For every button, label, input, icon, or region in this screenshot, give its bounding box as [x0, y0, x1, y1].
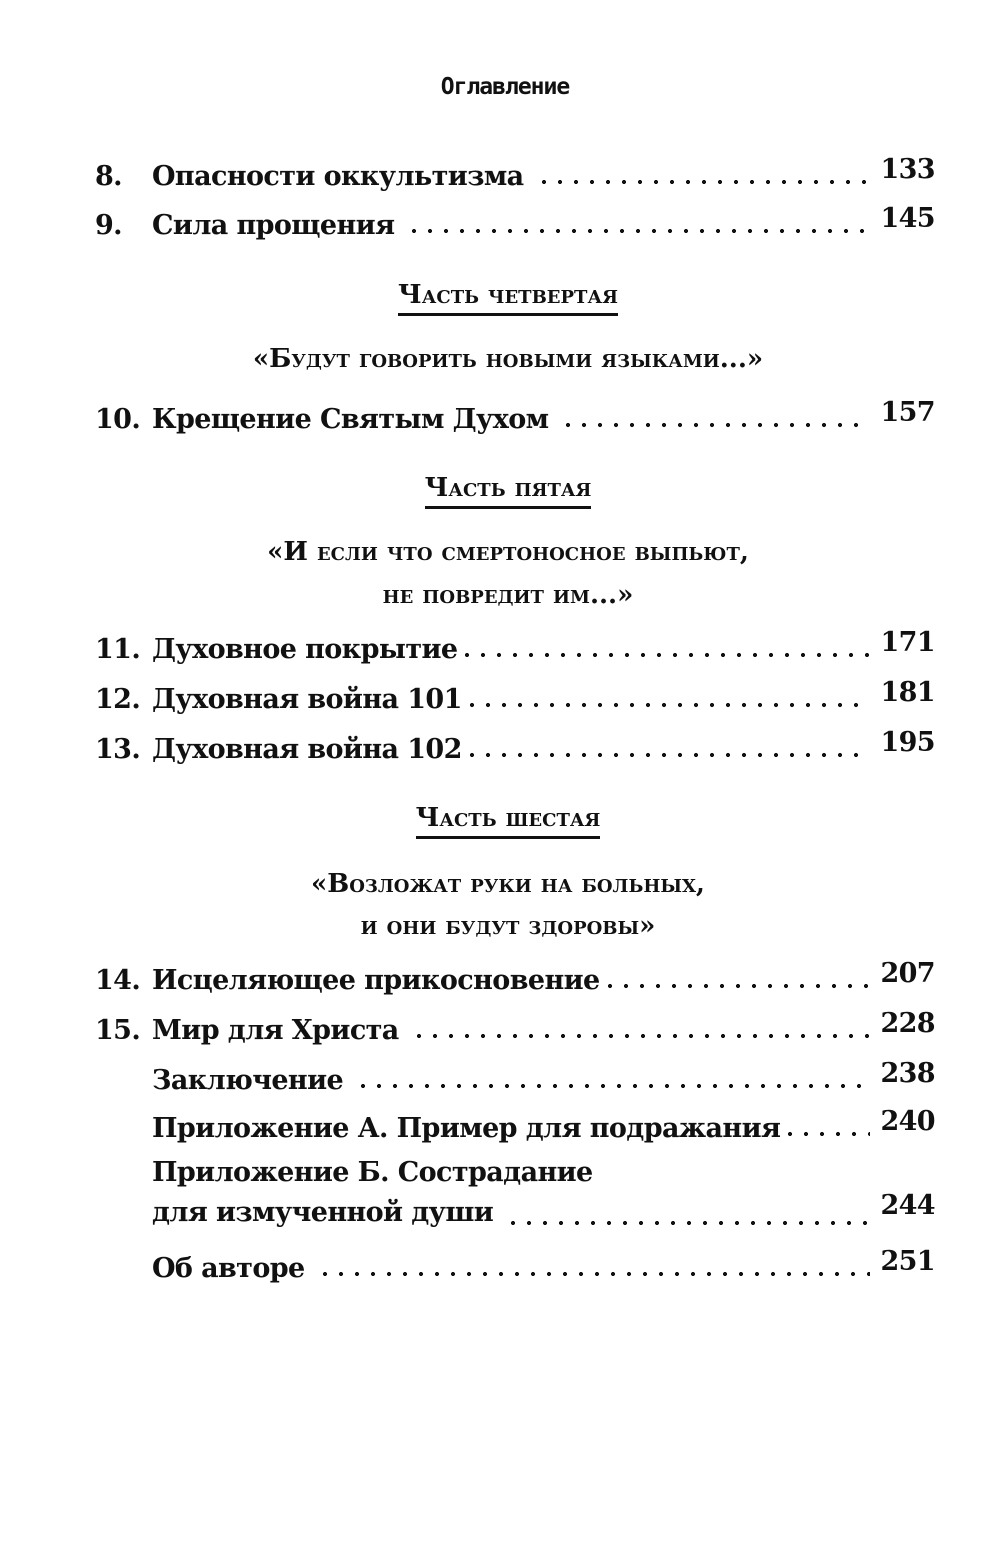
- dot-leader: [464, 703, 871, 707]
- toc-entry-title: Исцеляющее прикосновение: [152, 965, 600, 996]
- dot-leader: [560, 423, 870, 427]
- part-6-heading: [0, 803, 1000, 839]
- dot-leader: [782, 1132, 870, 1136]
- toc-entry-title: Приложение А. Пример для подражания: [152, 1113, 781, 1144]
- toc-entry-number: 10.: [95, 404, 141, 435]
- part-5-heading: [0, 473, 1000, 509]
- dot-leader: [411, 1034, 871, 1038]
- toc-entry-page: 145: [880, 203, 935, 234]
- toc-entry-page: 238: [880, 1058, 935, 1089]
- toc-entry-number: 12.: [95, 684, 141, 715]
- toc-entry-title: для измученной души: [152, 1197, 494, 1228]
- toc-entry-page: 228: [880, 1008, 935, 1039]
- toc-entry-13[interactable]: [95, 721, 935, 765]
- toc-entry-conclusion[interactable]: [152, 1052, 935, 1096]
- dot-leader: [355, 1084, 870, 1088]
- running-head: Оглавление: [440, 74, 570, 100]
- toc-entry-15[interactable]: [95, 1002, 935, 1046]
- dot-leader: [317, 1272, 871, 1276]
- toc-entry-page: 244: [880, 1190, 935, 1221]
- toc-entry-title: Духовное покрытие: [152, 634, 458, 665]
- dot-leader: [602, 984, 871, 988]
- toc-entry-number: 8.: [95, 161, 122, 192]
- toc-entry-about-author[interactable]: [152, 1240, 935, 1284]
- toc-entry-number: 11.: [95, 634, 141, 665]
- dot-leader: [464, 753, 871, 757]
- toc-entry-10[interactable]: [95, 391, 935, 435]
- part-6-section-title-line-2: и они будут здоровы»: [360, 911, 656, 941]
- toc-entry-page: 251: [880, 1246, 935, 1277]
- toc-entry-title: Духовная война 101: [152, 684, 462, 715]
- part-4-label: Часть четвертая: [398, 280, 618, 316]
- toc-entry-page: 171: [880, 627, 935, 658]
- toc-entry-page: 133: [880, 154, 935, 185]
- toc-entry-title: Заключение: [152, 1065, 344, 1096]
- dot-leader: [536, 180, 871, 184]
- part-4-heading: [0, 280, 1000, 316]
- toc-entry-8[interactable]: [95, 148, 935, 192]
- toc-entry-title-line-1: [152, 1153, 935, 1193]
- toc-entry-page: 181: [880, 677, 935, 708]
- part-6-label: Часть шестая: [416, 803, 601, 839]
- part-6-section-title-line-1: «Возложат руки на больных,: [311, 869, 705, 899]
- toc-entry-title: Крещение Святым Духом: [152, 404, 549, 435]
- dot-leader: [459, 653, 870, 657]
- toc-entry-title: Об авторе: [152, 1253, 305, 1284]
- toc-entry-number: 13.: [95, 734, 141, 765]
- toc-entry-page: 207: [880, 958, 935, 989]
- toc-entry-number: 15.: [95, 1015, 141, 1046]
- toc-entry-title-line-2: [152, 1190, 935, 1233]
- toc-entry-title: Мир для Христа: [152, 1015, 399, 1046]
- toc-entry-number: 9.: [95, 210, 122, 241]
- toc-entry-appendix-b[interactable]: [152, 1153, 935, 1233]
- toc-entry-14[interactable]: [95, 952, 935, 996]
- part-5-section-title-line-2: не повредит им...»: [382, 580, 634, 610]
- toc-entry-number: 14.: [95, 965, 141, 996]
- dot-leader: [406, 229, 870, 233]
- part-4-section-title: «Будут говорить новыми языками...»: [252, 344, 764, 374]
- part-5-section-title-line-1: «И если что смертоносное выпьют,: [267, 537, 749, 567]
- toc-entry-page: 195: [880, 727, 935, 758]
- toc-entry-appendix-a[interactable]: [152, 1100, 935, 1144]
- toc-entry-page: 157: [880, 397, 935, 428]
- toc-entry-9[interactable]: [95, 197, 935, 241]
- toc-entry-11[interactable]: [95, 621, 935, 665]
- toc-entry-title: Сила прощения: [152, 210, 395, 241]
- toc-entry-title: Опасности оккультизма: [152, 161, 524, 192]
- toc-entry-title: Приложение Б. Сострадание: [152, 1157, 593, 1188]
- toc-entry-page: 240: [880, 1106, 935, 1137]
- toc-entry-12[interactable]: [95, 671, 935, 715]
- dot-leader: [505, 1221, 870, 1225]
- toc-entry-title: Духовная война 102: [152, 734, 462, 765]
- part-5-label: Часть пятая: [425, 473, 592, 509]
